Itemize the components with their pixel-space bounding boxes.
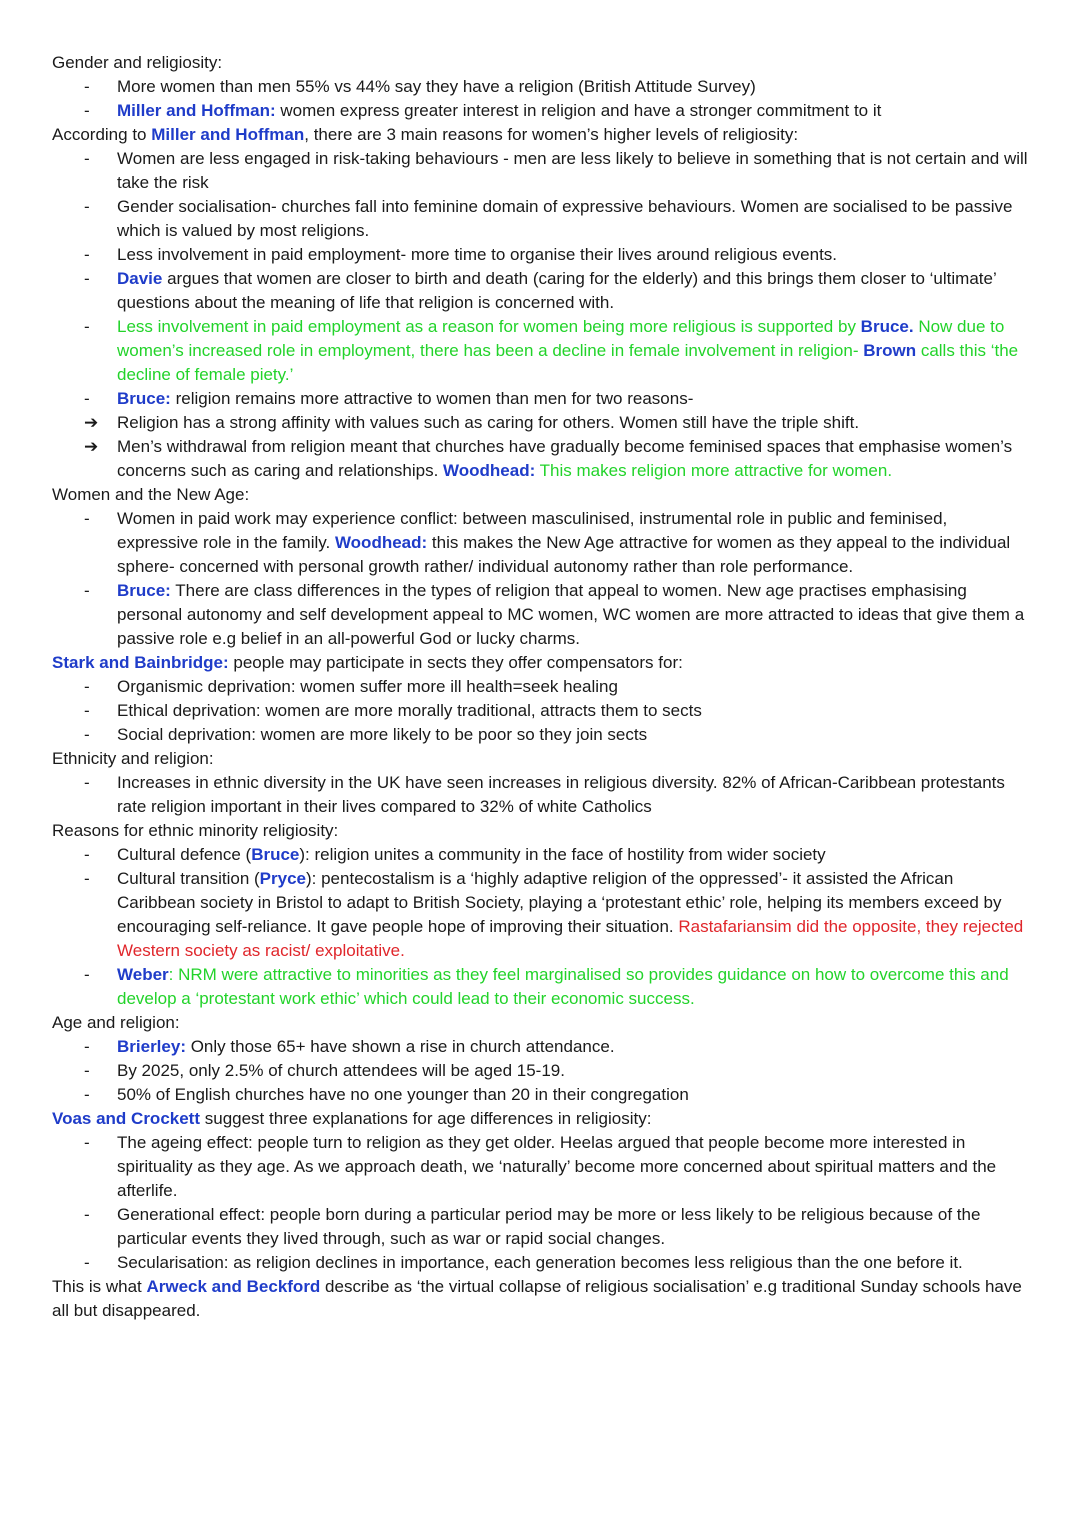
author-name: Voas and Crockett [52,1109,201,1128]
body-text: Organismic deprivation: women suffer more ill health=seek healing [117,677,618,696]
body-text: Ethnicity and religion: [52,749,214,768]
dash-bullet: - [84,389,90,408]
section-line [52,123,1032,147]
bullet-item [52,843,1032,867]
body-text: Women in paid work may experience conflict: between masculinised, instrumental role in public and feminised, expressive role in the family. [117,509,948,552]
section-line [52,747,1032,771]
body-text: describe as ‘the virtual collapse of religious socialisation’ e.g traditional Sunday schools have all but disappeared. [52,1277,1022,1320]
bullet-item [52,75,1032,99]
author-name: Brierley: [117,1037,186,1056]
evaluation-text: : NRM were attractive to minorities as they feel marginalised so provides guidance on how to overcome this and develop a ‘protestant work ethic’ which could lead to their economic success. [117,965,1009,1008]
body-text: , there are 3 main reasons for women’s higher levels of religiosity: [304,125,799,144]
author-name: Weber [117,965,169,984]
bullet-item [52,1035,1032,1059]
section-line [52,1107,1032,1131]
evaluation-text: Less involvement in paid employment as a reason for women being more religious is supported by [117,317,861,336]
section-line [52,1275,1032,1323]
bullet-item [52,1083,1032,1107]
dash-bullet: - [84,1133,90,1152]
author-name: Bruce: [117,581,171,600]
body-text: Cultural transition ( [117,869,260,888]
author-name: Miller and Hoffman [151,125,305,144]
author-name: Davie [117,269,163,288]
author-name: Miller and Hoffman: [117,101,276,120]
dash-bullet: - [84,509,90,528]
dash-bullet: - [84,677,90,696]
evaluation-text: Now due to women’s increased role in employment, there has been a decline in female involvement in religion- [117,317,1005,360]
dash-bullet: - [84,725,90,744]
notes-document [52,51,1032,1323]
bullet-item [52,1251,1032,1275]
body-text: ): pentecostalism is a ‘highly adaptive religion of the oppressed’- it assisted the African Caribbean society in Bristol to adapt to British Society, playing a ‘protestant ethic’ role, helping its members exceed by encouraging self-reliance. It gave people hope of improving their situation. [117,869,1002,936]
dash-bullet: - [84,1253,90,1272]
section-line [52,1011,1032,1035]
dash-bullet: - [84,1061,90,1080]
contrast-text: Rastafariansim did the opposite, they rejected Western society as racist/ exploitative. [117,917,1024,960]
body-text: 50% of English churches have no one younger than 20 in their congregation [117,1085,689,1104]
bullet-item [52,723,1032,747]
dash-bullet: - [84,845,90,864]
body-text: Age and religion: [52,1013,180,1032]
body-text: ): religion unites a community in the face of hostility from wider society [299,845,826,864]
dash-bullet: - [84,269,90,288]
body-text: Secularisation: as religion declines in importance, each generation becomes less religious than the one before it. [117,1253,963,1272]
body-text: Men’s withdrawal from religion meant that churches have gradually become feminised spaces that emphasise women’s concerns such as caring and relationships. [117,437,1013,480]
bullet-item [52,507,1032,579]
dash-bullet: - [84,245,90,264]
body-text: Religion has a strong affinity with values such as caring for others. Women still have the triple shift. [117,413,860,432]
bullet-item [52,699,1032,723]
body-text: More women than men 55% vs 44% say they have a religion (British Attitude Survey) [117,77,756,96]
bullet-item [52,675,1032,699]
body-text: Generational effect: people born during a particular period may be more or less likely to be religious because of the particular events they lived through, such as war or rapid social changes. [117,1205,981,1248]
section-line [52,483,1032,507]
bullet-item [52,1203,1032,1251]
body-text: religion remains more attractive to women than men for two reasons- [170,389,694,408]
dash-bullet: - [84,77,90,96]
body-text: Increases in ethnic diversity in the UK have seen increases in religious diversity. 82% of African-Caribbean protestants rate religion important in their lives compared to 32% of white Catholics [117,773,1005,816]
section-line [52,819,1032,843]
body-text: Gender and religiosity: [52,53,223,72]
bullet-item [52,267,1032,315]
body-text: suggest three explanations for age differences in religiosity: [200,1109,652,1128]
dash-bullet: - [84,701,90,720]
body-text: Women are less engaged in risk-taking behaviours - men are less likely to believe in something that is not certain and will take the risk [117,149,1028,192]
body-text: Less involvement in paid employment- more time to organise their lives around religious events. [117,245,838,264]
body-text: people may participate in sects they offer compensators for: [228,653,683,672]
body-text: By 2025, only 2.5% of church attendees will be aged 15-19. [117,1061,565,1080]
author-name: Arweck and Beckford [146,1277,321,1296]
author-name: Woodhead: [334,533,428,552]
dash-bullet: - [84,197,90,216]
dash-bullet: - [84,1085,90,1104]
dash-bullet: - [84,965,90,984]
bullet-item [52,195,1032,243]
evaluation-text: calls this ‘the decline of female piety.’ [117,341,1019,384]
body-text: women express greater interest in religion and have a stronger commitment to it [275,101,882,120]
bullet-item [52,1059,1032,1083]
author-name: Brown [863,341,917,360]
body-text: Reasons for ethnic minority religiosity: [52,821,339,840]
body-text: The ageing effect: people turn to religion as they get older. Heelas argued that people become more interested in spirituality as they age. As we approach death, we ‘naturally’ become more concerned about spiritual matters and the afterlife. [117,1133,997,1200]
bullet-item [52,867,1032,963]
section-line [52,51,1032,75]
author-name: Woodhead: [443,461,536,480]
bullet-item [52,387,1032,411]
arrow-bullet-icon: ➔ [84,413,99,432]
bullet-item [52,411,1032,435]
body-text: There are class differences in the types of religion that appeal to women. New age practises emphasising personal autonomy and self development appeal to MC women, WC women are more attracted to ideas that give them a passive role e.g belief in an all-powerful God or lucky charms. [117,581,1025,648]
author-name: Pryce [259,869,306,888]
bullet-item [52,243,1032,267]
bullet-item [52,315,1032,387]
body-text: According to [52,125,152,144]
dash-bullet: - [84,869,90,888]
body-text: this makes the New Age attractive for women as they appeal to the individual sphere- concerned with personal growth rather/ individual autonomy rather than role performance. [117,533,1011,576]
dash-bullet: - [84,149,90,168]
body-text: Only those 65+ have shown a rise in church attendance. [185,1037,615,1056]
dash-bullet: - [84,581,90,600]
author-name: Bruce: [117,389,171,408]
body-text: This is what [52,1277,147,1296]
bullet-item [52,963,1032,1011]
bullet-item [52,771,1032,819]
bullet-item [52,1131,1032,1203]
dash-bullet: - [84,317,90,336]
bullet-item [52,435,1032,483]
dash-bullet: - [84,1205,90,1224]
dash-bullet: - [84,101,90,120]
body-text: Social deprivation: women are more likely to be poor so they join sects [117,725,648,744]
evaluation-text: This makes religion more attractive for women. [535,461,893,480]
author-name: Bruce [251,845,300,864]
bullet-item [52,99,1032,123]
body-text: Gender socialisation- churches fall into feminine domain of expressive behaviours. Women are socialised to be passive which is valued by most religions. [117,197,1013,240]
dash-bullet: - [84,1037,90,1056]
author-name: Bruce. [860,317,914,336]
body-text: argues that women are closer to birth and death (caring for the elderly) and this brings them closer to ‘ultimate’ questions about the meaning of life that religion is concerned with. [117,269,997,312]
section-line [52,651,1032,675]
bullet-item [52,147,1032,195]
author-name: Stark and Bainbridge: [52,653,229,672]
arrow-bullet-icon: ➔ [84,437,99,456]
body-text: Women and the New Age: [52,485,250,504]
body-text: Cultural defence ( [117,845,252,864]
body-text: Ethical deprivation: women are more morally traditional, attracts them to sects [117,701,702,720]
bullet-item [52,579,1032,651]
dash-bullet: - [84,773,90,792]
